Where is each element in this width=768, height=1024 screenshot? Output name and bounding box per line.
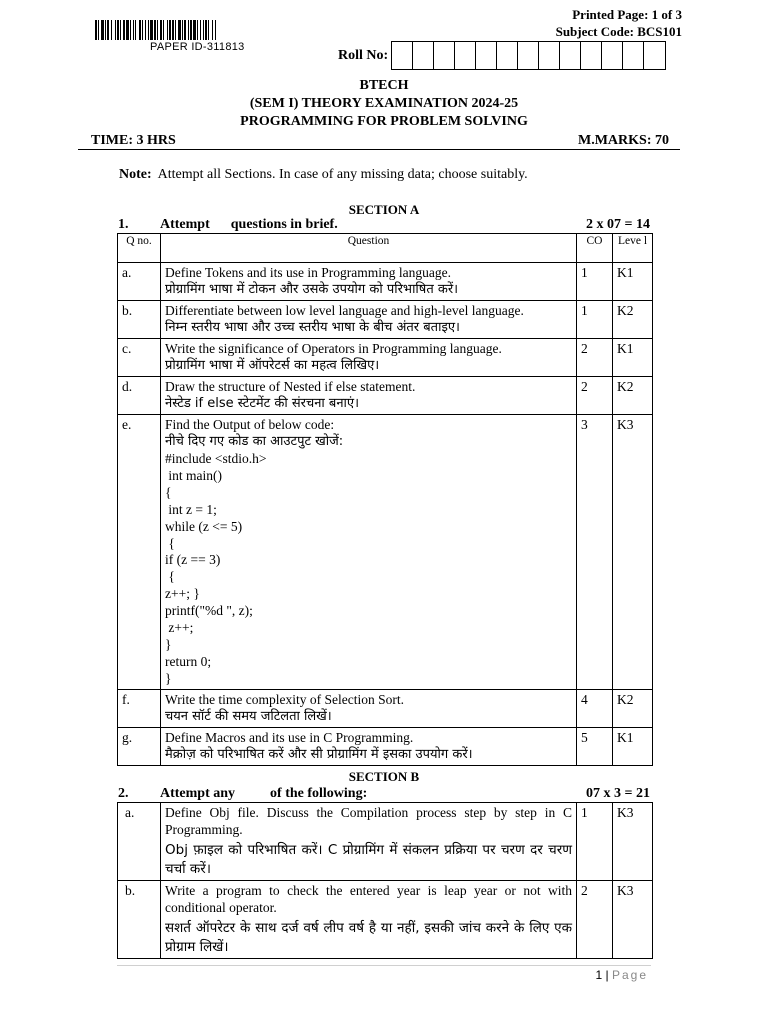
page-number: 1 <box>595 968 603 982</box>
code-line: z++; } <box>165 586 200 602</box>
code-line: } <box>165 636 172 652</box>
table-row <box>118 881 653 959</box>
question-en: Define Obj file. Discuss the Compilation process step by step in C Programming. <box>165 805 572 837</box>
qno-cell: a. <box>118 263 161 301</box>
section-a-table <box>117 233 653 766</box>
question-en: Find the Output of below code: <box>165 417 335 432</box>
subject-code-label: Subject Code: <box>555 24 638 39</box>
question-hi: प्रोग्रामिंग भाषा में ऑपरेटर्स का महत्व लिखिए। <box>165 358 380 373</box>
roll-no-boxes[interactable] <box>391 41 666 70</box>
subject-code-line <box>556 23 682 40</box>
roll-no-box[interactable] <box>392 42 413 69</box>
code-line: #include <stdio.h> <box>165 451 267 466</box>
qno-cell: a. <box>118 803 161 881</box>
section-a-instruction: Attempt questions in brief. <box>160 217 338 232</box>
max-marks: M.MARKS: 70 <box>578 133 669 148</box>
question-en: Draw the structure of Nested if else statement. <box>165 379 416 394</box>
qno-cell: c. <box>118 339 161 377</box>
page-separator: | <box>602 968 612 982</box>
code-line: printf("%d ", z); <box>165 603 253 619</box>
section-b-title: SECTION B <box>348 769 420 784</box>
question-hi: निम्न स्तरीय भाषा और उच्च स्तरीय भाषा के बीच अंतर बताइए। <box>165 320 460 335</box>
table-row <box>118 339 653 377</box>
question-en: Write the time complexity of Selection Sort. <box>165 691 405 707</box>
level-cell: K2 <box>613 301 653 339</box>
section-a-marks: 2 x 07 = 14 <box>586 217 650 232</box>
question-en: Define Tokens and its use in Programming language. <box>165 265 451 280</box>
section-b-qnumber: 2. <box>118 786 129 801</box>
roll-no-box[interactable] <box>602 42 623 69</box>
code-line: if (z == 3) <box>165 552 221 568</box>
question-cell <box>161 301 577 339</box>
roll-no-box[interactable] <box>413 42 434 69</box>
subject-code: BCS101 <box>637 24 682 39</box>
level-cell: K1 <box>613 339 653 377</box>
question-cell <box>161 727 577 765</box>
header-divider <box>78 149 680 150</box>
qno-cell: e. <box>118 415 161 690</box>
level-cell: K2 <box>613 689 653 727</box>
roll-no-box[interactable] <box>539 42 560 69</box>
roll-no-label: Roll No: <box>338 48 389 63</box>
code-block <box>165 451 572 688</box>
barcode <box>95 20 302 40</box>
table-row <box>118 689 653 727</box>
table-row <box>118 803 653 881</box>
co-cell: 2 <box>577 339 613 377</box>
question-cell <box>161 881 577 959</box>
level-cell: K2 <box>613 377 653 415</box>
roll-no-box[interactable] <box>476 42 497 69</box>
question-hi: प्रोग्रामिंग भाषा में टोकन और उसके उपयोग को परिभाषित करें। <box>165 282 459 297</box>
code-line: { <box>165 569 175 585</box>
roll-no-box[interactable] <box>623 42 644 69</box>
table-row <box>118 377 653 415</box>
section-b-marks: 07 x 3 = 21 <box>586 786 650 801</box>
co-cell: 5 <box>577 727 613 765</box>
code-line: int z = 1; <box>165 501 217 517</box>
level-cell: K1 <box>613 727 653 765</box>
question-cell <box>161 803 577 881</box>
question-cell <box>161 377 577 415</box>
question-en: Differentiate between low level language and high-level language. <box>165 303 524 318</box>
question-hi: चयन सॉर्ट की समय जटिलता लिखें। <box>165 708 332 724</box>
co-cell: 1 <box>577 301 613 339</box>
code-line: int main() <box>165 467 222 483</box>
code-line: return 0; <box>165 653 212 669</box>
question-en: Write the significance of Operators in Programming language. <box>165 341 502 356</box>
exam-title: (SEM I) THEORY EXAMINATION 2024-25 <box>249 96 519 111</box>
co-cell: 3 <box>577 415 613 690</box>
note <box>119 167 528 183</box>
page-word: Page <box>611 968 648 982</box>
question-hi: नीचे दिए गए कोड का आउटपुट खोजें: <box>165 434 344 449</box>
qno-cell: f. <box>118 689 161 727</box>
subject-title: PROGRAMMING FOR PROBLEM SOLVING <box>240 114 528 129</box>
question-hi: नेस्टेड if else स्टेटमेंट की संरचना बनाएं। <box>165 396 360 411</box>
note-text: Attempt all Sections. In case of any missing data; choose suitably. <box>157 167 528 182</box>
question-cell <box>161 415 577 690</box>
table-row <box>118 301 653 339</box>
roll-no-box[interactable] <box>518 42 539 69</box>
code-line: z++; <box>165 620 194 636</box>
co-cell: 2 <box>577 881 613 959</box>
paper-id: PAPER ID-311813 <box>150 41 245 53</box>
page-footer <box>595 968 648 982</box>
level-cell: K1 <box>613 263 653 301</box>
level-cell: K3 <box>613 803 653 881</box>
code-line: { <box>165 535 175 551</box>
question-en: Define Macros and its use in C Programming. <box>165 729 414 745</box>
col-co: CO <box>577 234 613 263</box>
co-cell: 1 <box>577 803 613 881</box>
co-cell: 2 <box>577 377 613 415</box>
col-question: Question <box>161 234 577 263</box>
roll-no-box[interactable] <box>581 42 602 69</box>
roll-no-box[interactable] <box>560 42 581 69</box>
roll-no-box[interactable] <box>455 42 476 69</box>
qno-cell: g. <box>118 727 161 765</box>
question-en: Write a program to check the entered year is leap year or not with conditional operator. <box>165 883 572 915</box>
footer-divider <box>117 965 651 966</box>
printed-page: Printed Page: 1 of 3 <box>572 7 682 22</box>
code-line: while (z <= 5) <box>165 518 243 534</box>
level-cell: K3 <box>613 881 653 959</box>
col-qno: Q no. <box>118 234 161 263</box>
co-cell: 1 <box>577 263 613 301</box>
table-row <box>118 263 653 301</box>
table-header-row <box>118 234 653 263</box>
roll-no-box[interactable] <box>644 42 665 69</box>
co-cell: 4 <box>577 689 613 727</box>
question-cell <box>161 339 577 377</box>
section-a-qnumber: 1. <box>118 217 129 232</box>
question-hi: Obj फ़ाइल को परिभाषित करें। C प्रोग्रामिंग में संकलन प्रक्रिया पर चरण दर चरण चर्चा करें। <box>165 842 572 877</box>
level-cell: K3 <box>613 415 653 690</box>
exam-degree: BTECH <box>359 78 409 93</box>
question-hi: मैक्रोज़ को परिभाषित करें और सी प्रोग्रामिंग में इसका उपयोग करें। <box>165 746 473 762</box>
col-level: Leve l <box>613 234 653 263</box>
exam-time: TIME: 3 HRS <box>91 133 176 148</box>
table-row <box>118 727 653 765</box>
printed-page-info <box>556 6 682 40</box>
question-cell <box>161 263 577 301</box>
roll-no-box[interactable] <box>497 42 518 69</box>
section-b-instruction: Attempt any of the following: <box>160 786 368 801</box>
section-b-table <box>117 802 653 959</box>
qno-cell: b. <box>118 301 161 339</box>
code-line: { <box>165 484 172 500</box>
qno-cell: b. <box>118 881 161 959</box>
question-hi: सशर्त ऑपरेटर के साथ दर्ज वर्ष लीप वर्ष है या नहीं, इसकी जांच करने के लिए एक प्रोग्राम लिखें। <box>165 920 572 955</box>
roll-no-box[interactable] <box>434 42 455 69</box>
section-a-title: SECTION A <box>348 202 420 217</box>
qno-cell: d. <box>118 377 161 415</box>
code-line: } <box>165 670 172 686</box>
table-row <box>118 415 653 690</box>
note-label: Note: <box>119 167 152 182</box>
question-cell <box>161 689 577 727</box>
